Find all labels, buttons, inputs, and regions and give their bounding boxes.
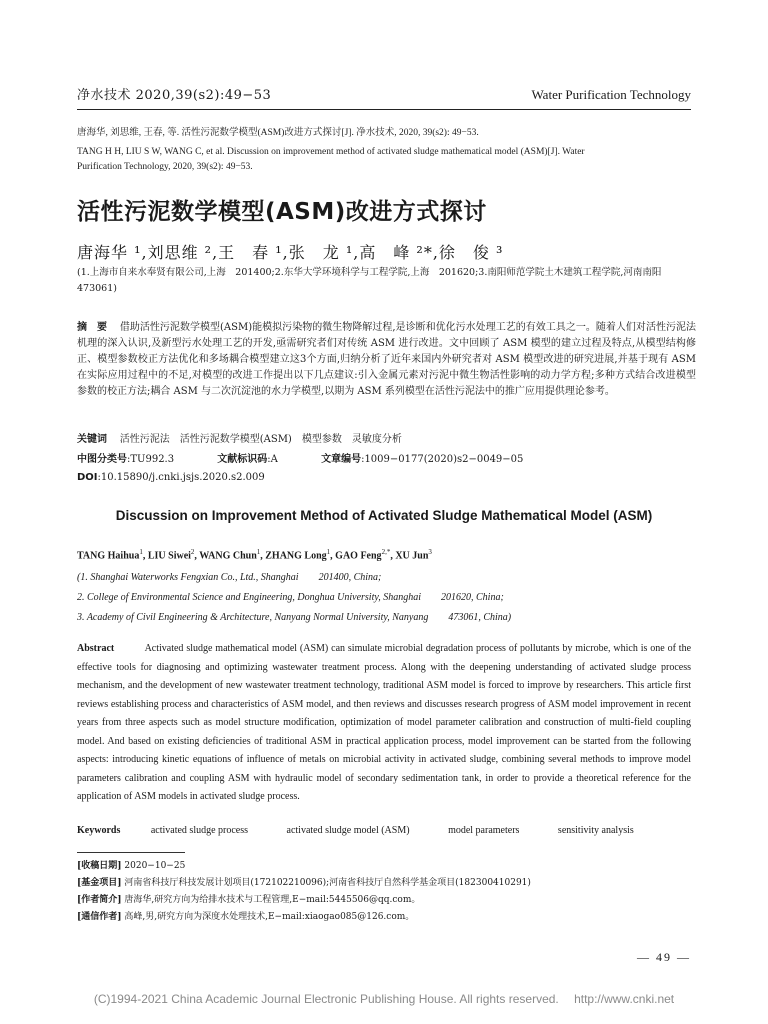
page-number: — 49 —	[637, 950, 691, 964]
keywords-cn	[77, 432, 696, 448]
keywords-label-cn: 关键词	[77, 434, 107, 445]
running-header	[77, 84, 691, 110]
doi-line	[77, 470, 696, 486]
abstract-en	[77, 640, 691, 807]
doc-code-label: 文献标识码	[217, 454, 268, 465]
citation-en-line-2: Purification Technology, 2020, 39(s2): 49−53.	[77, 162, 253, 172]
abstract-text-cn: 借助活性污泥数学模型(ASM)能模拟污染物的微生物降解过程,是诊断和优化污水处理工艺的有效工具之一。随着人们对活性污泥法机理的深入认识,及新型污水处理工艺的开发,亟需研究者们对传统 ASM 进行改进。文中回顾了 ASM 模型的建立过程及特点,从模型结构修正、模型参数校正方法优化和多场耦合模型建立这3个方面,归纳分析了近年来国内外研究者对 ASM 模型改进的研究进展,并基于现有 ASM 在实际应用过程中的不足,对模型的改进工作提出以下几点建议:引入金属元素对污泥中微生物活性影响的动力学方程;多种方式结合改进模型参数的校正方法;耦合 ASM 与二次沉淀池的水力学模型,以期为 ASM 系列模型在活性污泥法中的推广应用提供理论参考。	[77, 322, 697, 397]
affiliation-en: (1. Shanghai Waterworks Fengxian Co., Ltd., Shanghai 201400, China;	[77, 572, 382, 583]
journal-issue-label: 净水技术 2020,39(s2):49−53	[77, 88, 272, 103]
footnote-label: [作者简介]	[77, 895, 122, 905]
author-en: XU Jun	[395, 550, 429, 562]
affiliations-cn: (1.上海市自来水奉贤有限公司,上海 201400;2.东华大学环境科学与工程学院,上海 201620;3.南阳师范学院土木建筑工程学院,河南南阳 473061)	[77, 267, 671, 294]
keywords-text-cn: 活性污泥法 活性污泥数学模型(ASM) 模型参数 灵敏度分析	[119, 434, 402, 445]
citation-en-line-1: TANG H H, LIU S W, WANG C, et al. Discussion on improvement method of activated sludge mathematical model (ASM)[J]. Water	[77, 147, 585, 157]
footnote-received	[77, 858, 691, 875]
author-en: LIU Siwei	[147, 550, 191, 562]
keywords-label-en: Keywords	[77, 825, 121, 836]
author-en: GAO Feng	[335, 550, 382, 562]
author-en: ZHANG Long	[265, 550, 327, 562]
authors-cn: 唐海华 ¹,刘思维 ²,王 春 ¹,张 龙 ¹,高 峰 ²*,徐 俊 ³	[77, 243, 504, 262]
author-sup: 3	[428, 548, 432, 556]
keyword-en: activated sludge process	[150, 825, 249, 836]
footnote-text: 2020−10−25	[124, 861, 186, 871]
footnote-label: [基金项目]	[77, 878, 122, 888]
journal-name-en: Water Purification Technology	[531, 87, 691, 102]
footnote-divider	[77, 852, 185, 853]
abstract-label-en: Abstract	[77, 643, 115, 654]
author-en: WANG Chun	[199, 550, 257, 562]
abstract-cn	[77, 320, 696, 400]
author-sup: 1	[326, 548, 331, 556]
keyword-en: activated sludge model (ASM)	[286, 825, 410, 836]
abstract-text-en: Activated sludge mathematical model (ASM) can simulate microbial degradation process of pollutants by microbe, which is one of the effective tools for diagnosing and optimizing wastewater treatment process. Along with the deepening understanding of activated sludge process mechanism, and the development of new wastewater treatment technology, traditional ASM model is forced to improve by researchers. This article first reviews establishing process and characteristics of ASM model, and then reviews and discusses research progress of ASM model improvement in recent years from three aspects such as model structure modification, optimization of model parameter calibration and construction of multi-field coupling model. And based on existing deficiencies of traditional ASM in practical application process, model improvement can be started from the following aspects: introducing kinetic equations of influence of metals on microbial activity in activated sludge, combining several methods to improve model parameters calibration and coupling ASM with hydraulic model of secondary sedimentation tank, in order to provide a theoretical reference for the application of ASM models in activated sludge process.	[77, 643, 692, 802]
author-sup: 2	[190, 548, 195, 556]
paper-title-en: Discussion on Improvement Method of Activated Sludge Mathematical Model (ASM)	[115, 508, 653, 523]
footnotes	[77, 858, 691, 926]
clc-value: :TU992.3	[127, 454, 175, 465]
author-sup: 2,*	[381, 548, 391, 556]
doi-label: DOI	[77, 472, 98, 483]
footnote-text: 河南省科技厅科技发展计划项目(172102210096);河南省科技厅自然科学基金项目(182300410291)	[124, 878, 531, 888]
article-no-label: 文章编号	[321, 454, 362, 465]
affiliation-en: 2. College of Environmental Science and Engineering, Donghua University, Shanghai 201620, China;	[77, 592, 504, 603]
footnote-text: 高峰,男,研究方向为深度水处理技术,E−mail:xiaogao085@126.com。	[124, 912, 415, 922]
footnote-funding	[77, 875, 691, 892]
keyword-en: sensitivity analysis	[557, 825, 634, 836]
clc-label: 中图分类号	[77, 454, 127, 465]
author-sup: 1	[256, 548, 261, 556]
footnote-label: [收稿日期]	[77, 861, 122, 871]
abstract-label-cn: 摘 要	[77, 322, 108, 333]
affiliation-en: 3. Academy of Civil Engineering & Architecture, Nanyang Normal University, Nanyang 473061, China)	[77, 612, 512, 623]
article-no-value: :1009−0177(2020)s2−0049−05	[361, 454, 524, 465]
paper-title-cn: 活性污泥数学模型(ASM)改进方式探讨	[77, 199, 487, 225]
copyright-watermark: (C)1994-2021 China Academic Journal Electronic Publishing House. All rights reserved. http://www.cnki.net	[93, 992, 675, 1006]
author-sup: 1	[139, 548, 143, 556]
keywords-en	[77, 825, 691, 836]
author-en: TANG Haihua	[77, 550, 140, 562]
doi-value: :10.15890/j.cnki.jsjs.2020.s2.009	[97, 472, 265, 483]
authors-en: TANG Haihua$^1$, LIU Siwei$^2$, WANG Chun$^1$, ZHANG Long$^1$, GAO Feng$^{2,*}$, XU Jun$^3$	[77, 548, 432, 562]
classification-line	[77, 452, 696, 468]
keyword-en: model parameters	[448, 825, 520, 836]
footnote-text: 唐海华,研究方向为给排水技术与工程管理,E−mail:5445506@qq.com。	[124, 895, 421, 905]
footnote-label: [通信作者]	[77, 912, 122, 922]
doc-code-value: :A	[267, 454, 278, 465]
footnote-author	[77, 892, 691, 909]
affiliations-en	[77, 568, 691, 628]
citation-cn: 唐海华, 刘思维, 王春, 等. 活性污泥数学模型(ASM)改进方式探讨[J]. 净水技术, 2020, 39(s2): 49−53.	[77, 128, 479, 138]
footnote-corresponding	[77, 909, 691, 926]
